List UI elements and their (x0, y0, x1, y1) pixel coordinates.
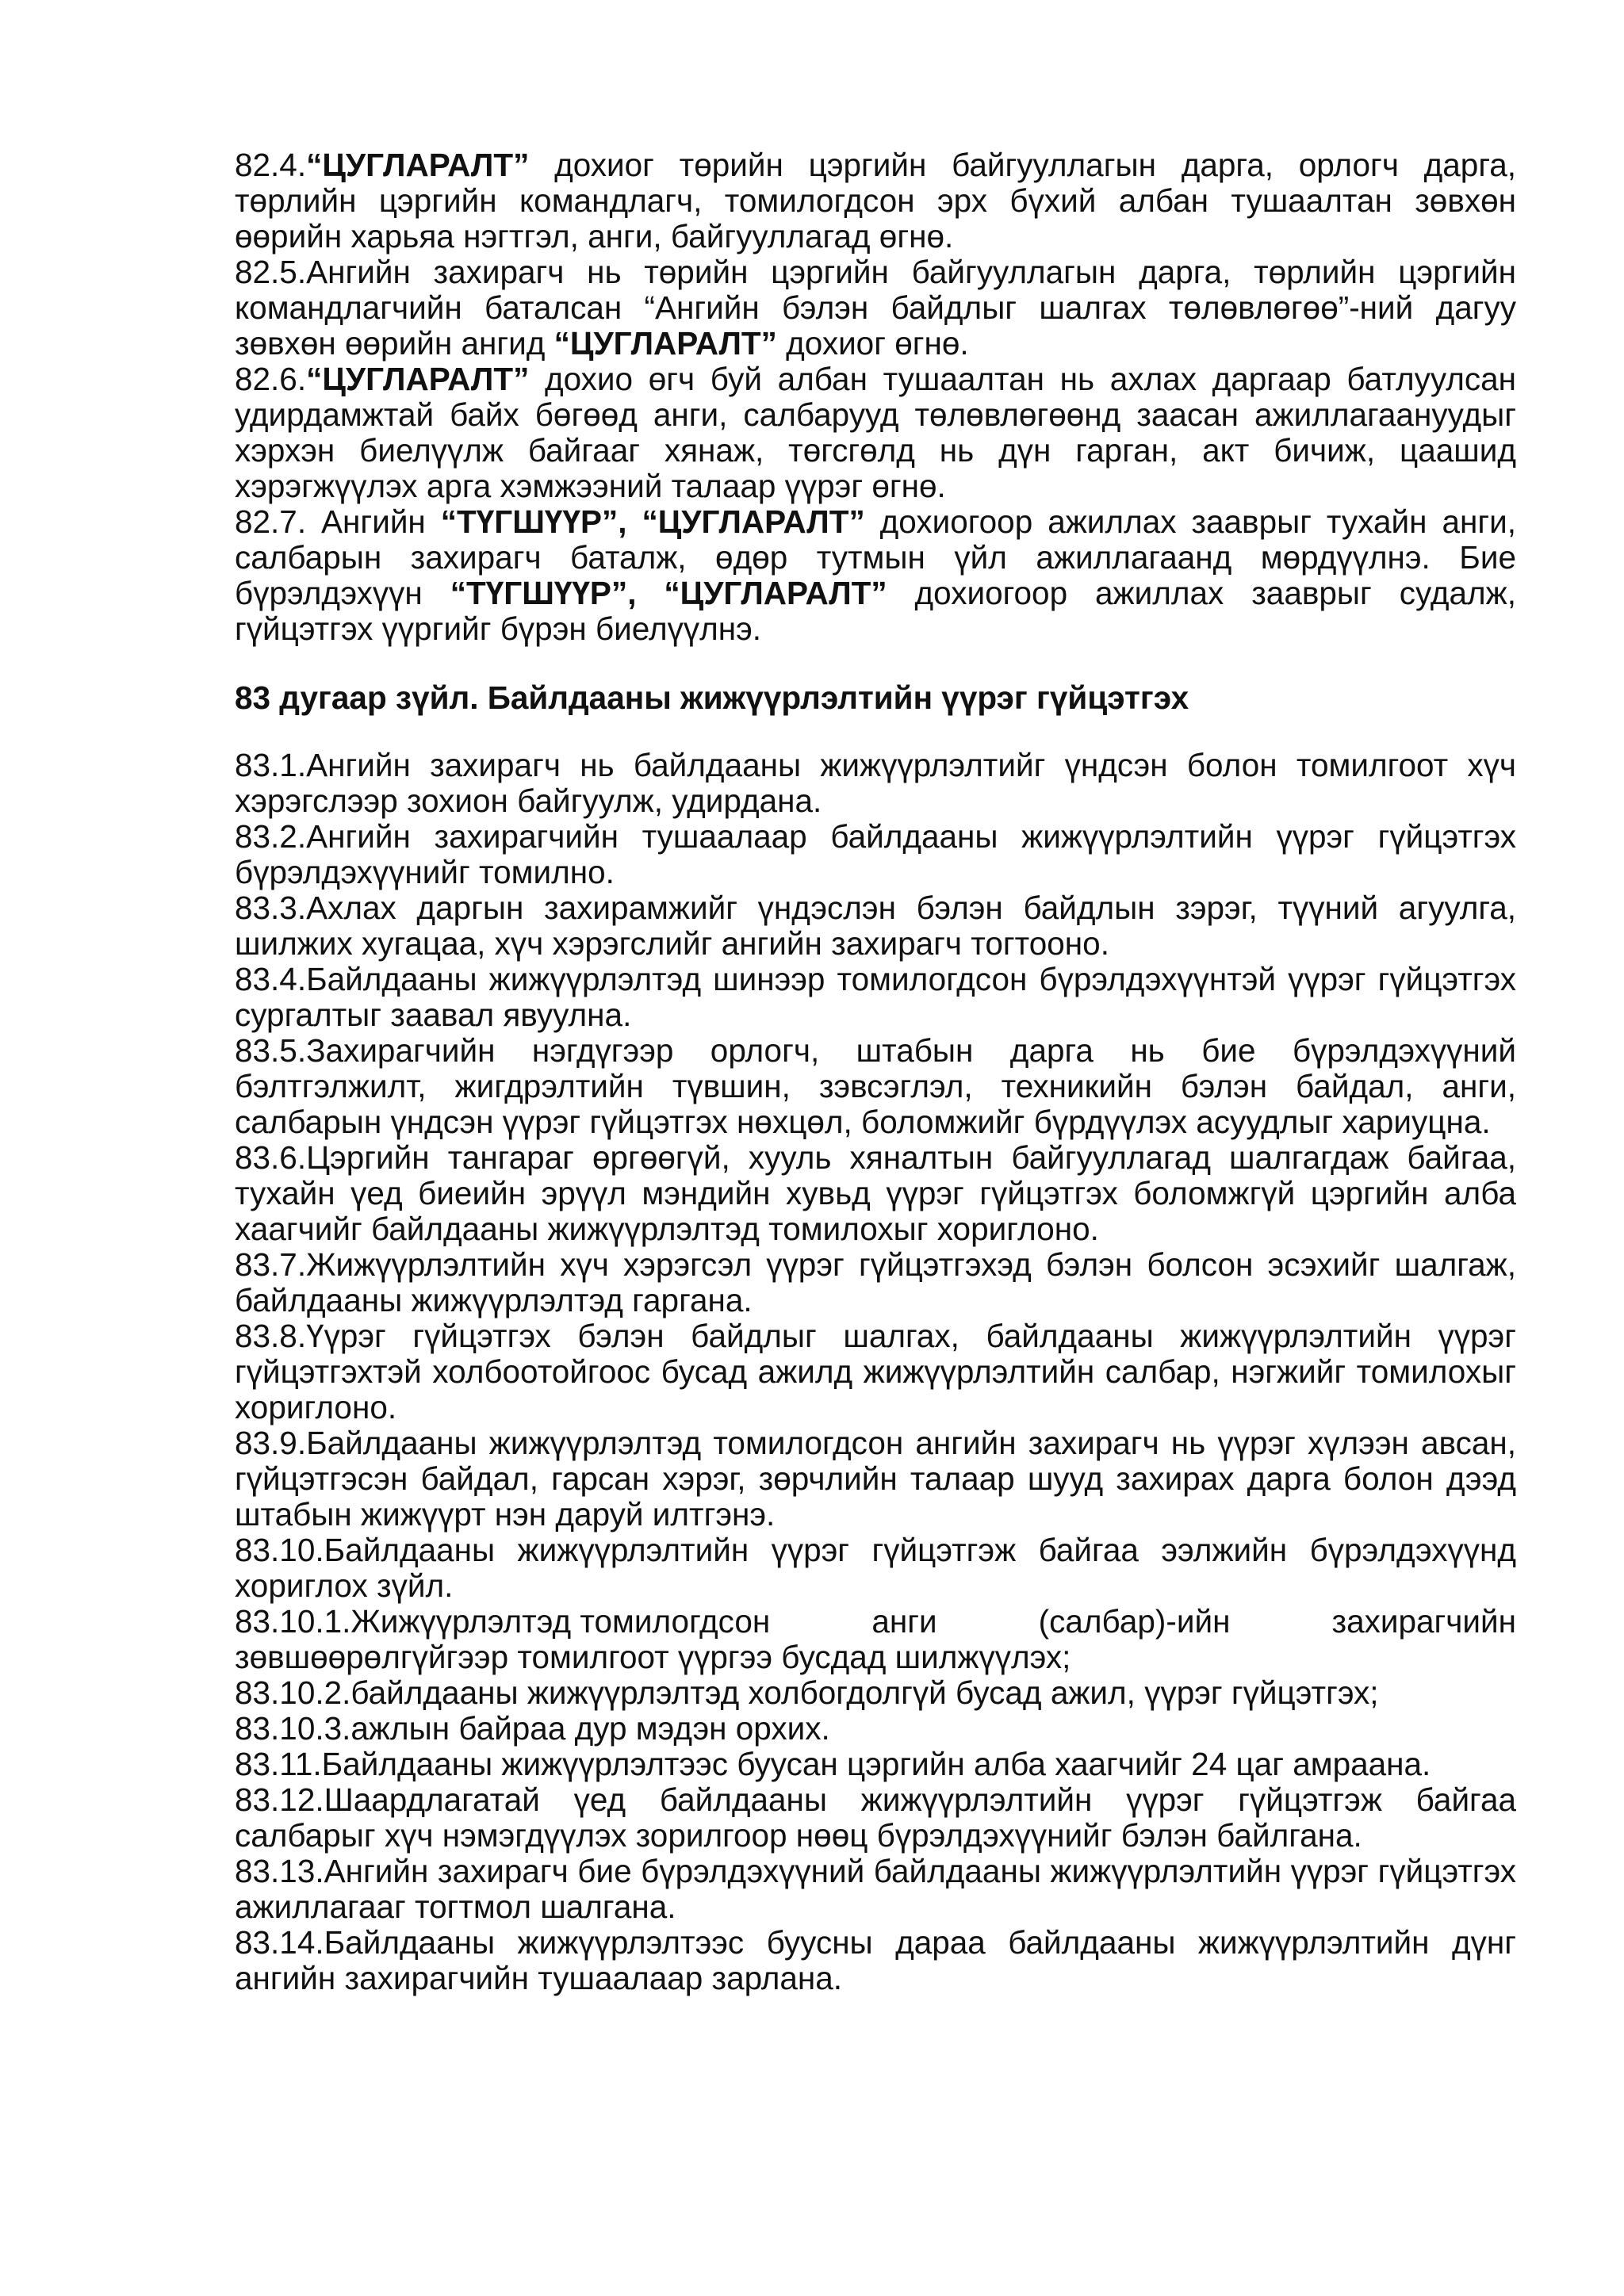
paragraph-83-10-1-part: анги (871, 1603, 937, 1640)
section-83 (235, 748, 1516, 1604)
paragraph-83: 83.13.Ангийн захирагч бие бүрэлдэхүүний байлдааны жижүүрлэлтийн үүрэг гүйцэтгэх ажиллагааг тогтмол шалгана. (235, 1853, 1516, 1925)
article-83-heading: 83 дугаар зүйл. Байлдааны жижүүрлэлтийн үүрэг гүйцэтгэх (235, 679, 1189, 716)
section-82 (235, 147, 1516, 647)
paragraph-83: 83.4.Байлдааны жижүүрлэлтэд шинээр томилогдсон бүрэлдэхүүнтэй үүрэг гүйцэтгэх сургалтыг заавал явуулна. (235, 961, 1516, 1033)
paragraph-82-5 (235, 254, 1516, 362)
document-page (235, 147, 1516, 1996)
bold-signal-text: “ЦУГЛАРАЛТ” (553, 325, 777, 362)
paragraph-83-10-1-part: (салбар)-ийн (1038, 1603, 1231, 1640)
paragraph-number: 82.5. (235, 254, 307, 290)
paragraph-83: 83.14.Байлдааны жижүүрлэлтээс буусны дараа байлдааны жижүүрлэлтийн дүнг ангийн захирагчийн тушаалаар зарлана. (235, 1924, 1516, 1996)
bold-signal-text: “ЦУГЛАРАЛТ” (306, 147, 530, 183)
paragraph-83: 83.5.Захирагчийн нэгдүгээр орлогч, штабын дарга нь бие бүрэлдэхүүний бэлтгэлжилт, жигдрэлтийн түвшин, зэвсэглэл, техникийн бэлэн байдал, анги, салбарын үндсэн үүрэг гүйцэтгэх нөхцөл, боломжийг бүрдүүлэх асуудлыг хариуцна. (235, 1032, 1516, 1140)
paragraph-83: 83.10.2.байлдааны жижүүрлэлтэд холбогдолгүй бусад ажил, үүрэг гүйцэтгэх; (235, 1674, 1379, 1711)
paragraph-83: 83.2.Ангийн захирагчийн тушаалаар байлдааны жижүүрлэлтийн үүрэг гүйцэтгэх бүрэлдэхүүнийг томилно. (235, 818, 1516, 890)
paragraph-83: 83.10.Байлдааны жижүүрлэлтийн үүрэг гүйцэтгэж байгаа ээлжийн бүрэлдэхүүнд хориглох зүйл. (235, 1532, 1516, 1604)
paragraph-text: дохиогоор ажиллах зааврыг судалж, гүйцэтгэх үүргийг бүрэн биелүүлнэ. (235, 575, 1516, 647)
paragraph-number: 82.4. (235, 147, 307, 183)
paragraph-text: дохиогоор ажиллах зааврыг тухайн анги, салбарын захирагч баталж, өдөр тутмын үйл ажиллагаанд мөрдүүлнэ. Бие бүрэлдэхүүн (235, 503, 1516, 611)
paragraph-text: Ангийн (306, 503, 441, 540)
paragraph-number: 82.6. (235, 361, 307, 397)
bold-signal-text: “ТҮГШҮҮР”, “ЦУГЛАРАЛТ” (440, 503, 865, 540)
paragraph-text: Ангийн захирагч нь төрийн цэргийн байгууллагын дарга, төрлийн цэргийн командлагчийн баталсан “Ангийн бэлэн байдлыг шалгах төлөвлөгөө”-ний дагуу зөвхөн өөрийн ангид (235, 254, 1516, 362)
paragraph-83: 83.11.Байлдааны жижүүрлэлтээс буусан цэргийн алба хаагчийг 24 цаг амраана. (235, 1746, 1431, 1782)
paragraph-82-4 (235, 147, 1516, 254)
paragraph-82-7 (235, 504, 1516, 647)
paragraph-number: 82.7. (235, 503, 307, 540)
paragraph-83: 83.1.Ангийн захирагч нь байлдааны жижүүрлэлтийг үндсэн болон томилгоот хүч хэрэгслээр зохион байгуулж, удирдана. (235, 747, 1516, 819)
paragraph-83-10-1 (235, 1604, 1516, 1675)
paragraph-83-10-1-line1 (235, 1604, 1516, 1640)
bold-signal-text: “ТҮГШҮҮР”, “ЦУГЛАРАЛТ” (450, 575, 887, 611)
section-83-tail (235, 1675, 1516, 1996)
paragraph-83: 83.12.Шаардлагатай үед байлдааны жижүүрлэлтийн үүрэг гүйцэтгэж байгаа салбарыг хүч нэмэгдүүлэх зорилгоор нөөц бүрэлдэхүүнийг бэлэн байлгана. (235, 1781, 1516, 1854)
bold-signal-text: “ЦУГЛАРАЛТ” (306, 361, 530, 397)
paragraph-text: дохио өгч буй албан тушаалтан нь ахлах даргаар батлуулсан удирдамжтай байх бөгөөд анги, салбарууд төлөвлөгөөнд заасан ажиллагаануудыг хэрхэн биелүүлж байгааг хянаж, төгсгөлд нь дүн гарган, акт бичиж, цаашид хэрэгжүүлэх арга хэмжээний талаар үүрэг өгнө. (235, 361, 1516, 504)
paragraph-83: 83.10.3.ажлын байраа дур мэдэн орхих. (235, 1710, 830, 1747)
paragraph-83-10-1-part: захирагчийн (1331, 1603, 1516, 1640)
paragraph-83: 83.8.Үүрэг гүйцэтгэх бэлэн байдлыг шалгах, байлдааны жижүүрлэлтийн үүрэг гүйцэтгэхтэй холбоотойгоос бусад ажилд жижүүрлэлтийн салбар, нэгжийг томилохыг хориглоно. (235, 1318, 1516, 1425)
paragraph-83: 83.3.Ахлах даргын захирамжийг үндэслэн бэлэн байдлын зэрэг, түүний агуулга, шилжих хугацаа, хүч хэрэгслийг ангийн захирагч тогтооно. (235, 890, 1516, 962)
paragraph-83: 83.7.Жижүүрлэлтийн хүч хэрэгсэл үүрэг гүйцэтгэхэд бэлэн болсон эсэхийг шалгаж, байлдааны жижүүрлэлтэд гаргана. (235, 1246, 1516, 1318)
paragraph-83-10-1-line2: зөвшөөрөлгүйгээр томилгоот үүргээ бусдад шилжүүлэх; (235, 1639, 1071, 1675)
paragraph-82-6 (235, 362, 1516, 504)
paragraph-83-10-1-part: 83.10.1.Жижүүрлэлтэд томилогдсон (235, 1603, 771, 1640)
paragraph-text: дохиог өгнө. (776, 325, 969, 362)
paragraph-83: 83.6.Цэргийн тангараг өргөөгүй, хууль хяналтын байгууллагад шалгагдаж байгаа, тухайн үед биеийн эрүүл мэндийн хувьд үүрэг гүйцэтгэх боломжгүй цэргийн алба хаагчийг байлдааны жижүүрлэлтэд томилохыг хориглоно. (235, 1139, 1516, 1247)
paragraph-83: 83.9.Байлдааны жижүүрлэлтэд томилогдсон ангийн захирагч нь үүрэг хүлээн авсан, гүйцэтгэсэн байдал, гарсан хэрэг, зөрчлийн талаар шууд захирах дарга болон дээд штабын жижүүрт нэн даруй илтгэнэ. (235, 1425, 1516, 1533)
paragraph-text: дохиог төрийн цэргийн байгууллагын дарга, орлогч дарга, төрлийн цэргийн командлагч, томилогдсон эрх бүхий албан тушаалтан зөвхөн өөрийн харьяа нэгтгэл, анги, байгууллагад өгнө. (235, 147, 1516, 254)
